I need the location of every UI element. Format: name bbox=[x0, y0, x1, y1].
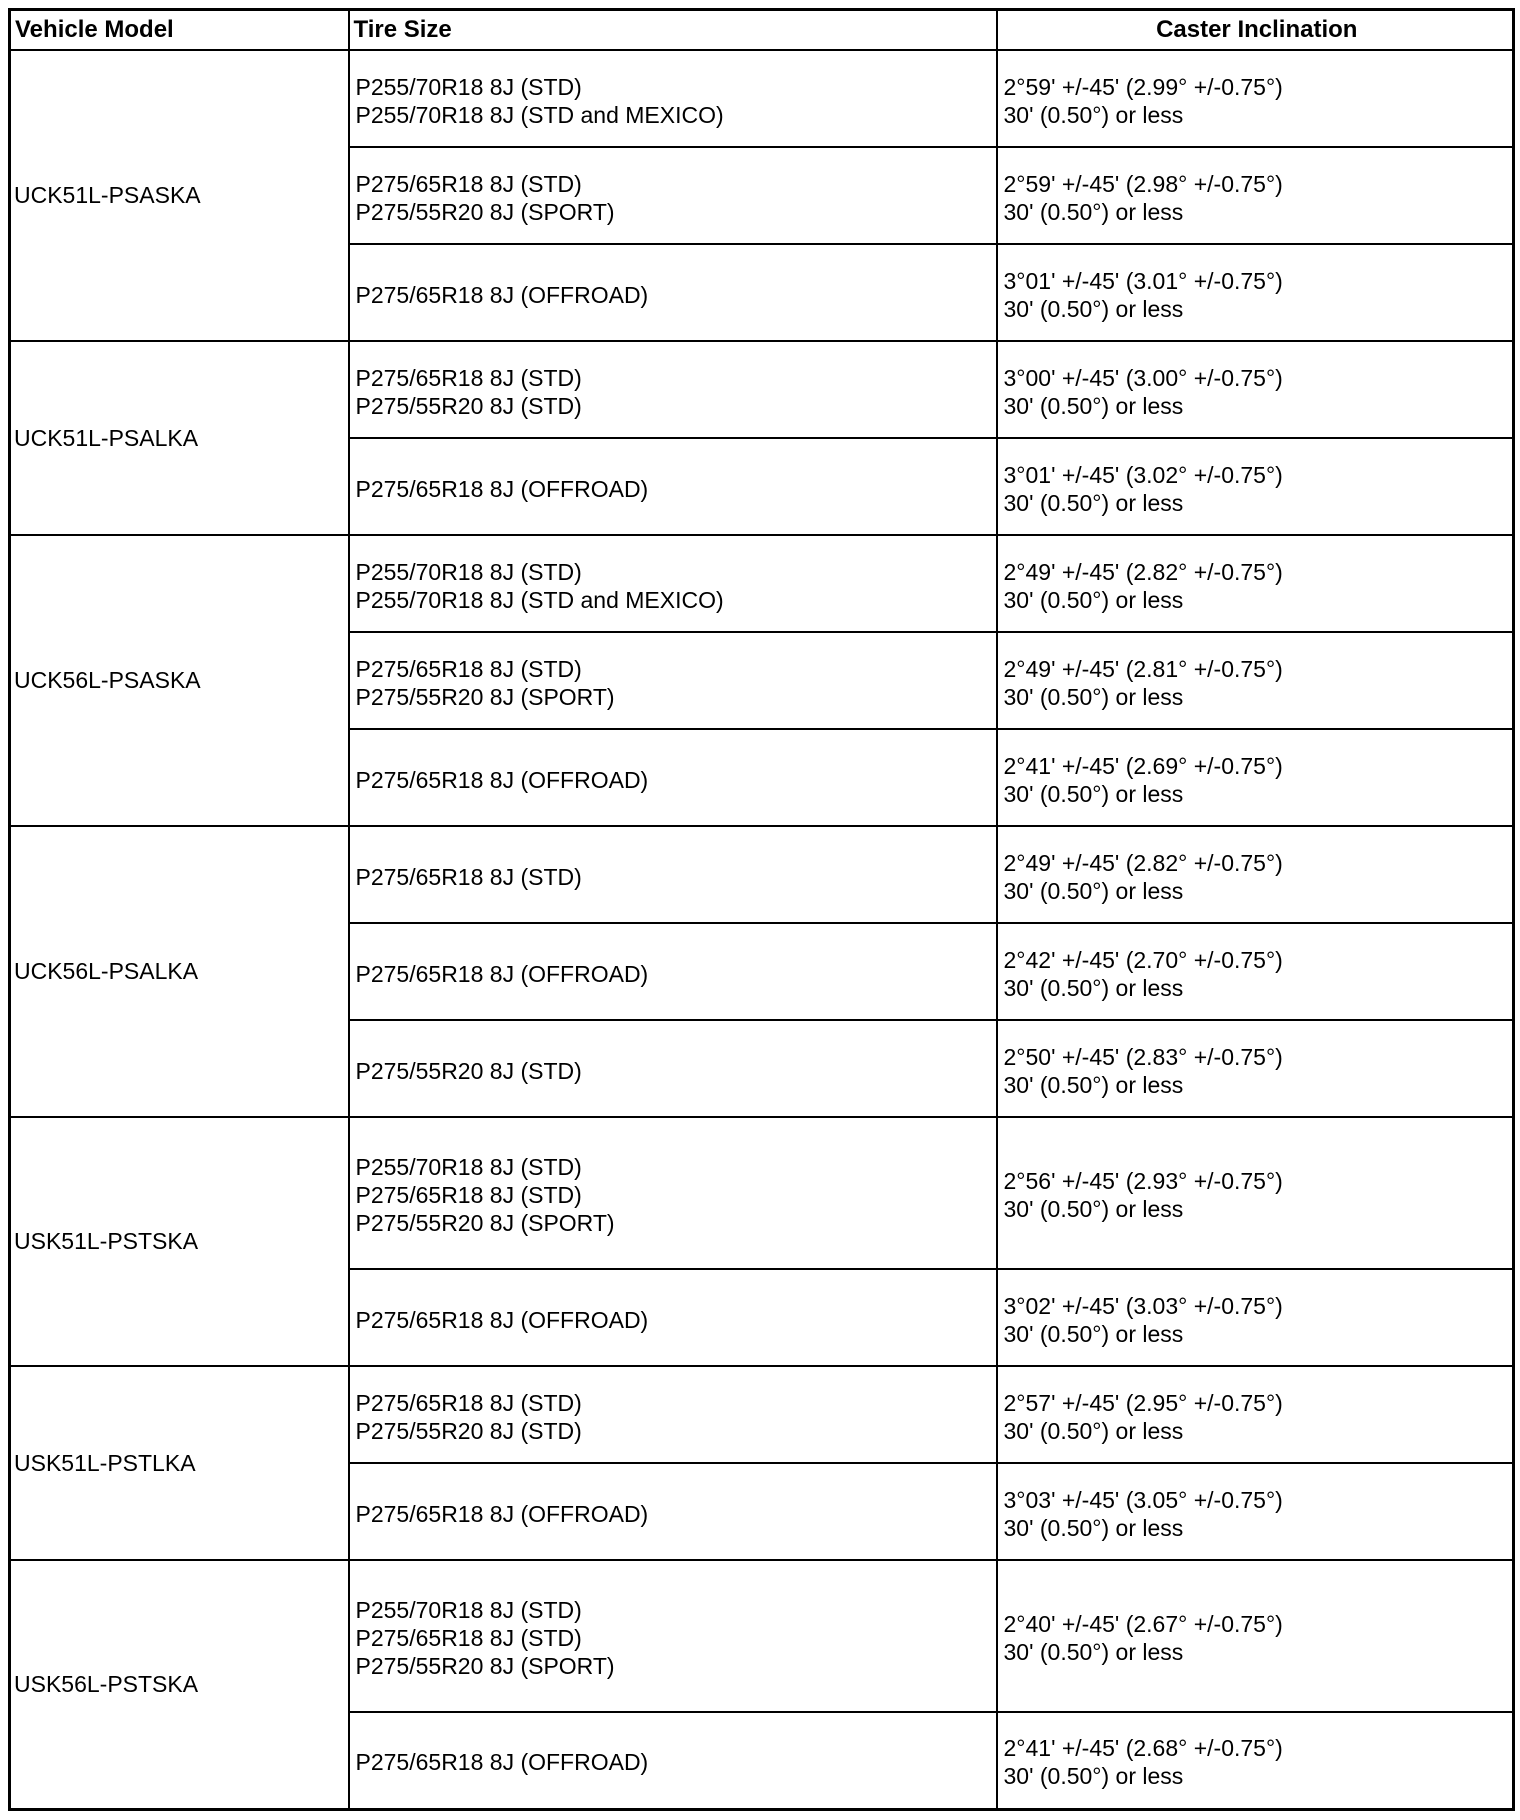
caster-value-line: 3°01' +/-45' (3.02° +/-0.75°) bbox=[1003, 461, 1283, 488]
table-row bbox=[10, 50, 1514, 147]
caster-cell bbox=[997, 438, 1514, 535]
tire-size-line: P275/65R18 8J (STD) bbox=[355, 1182, 582, 1208]
caster-cell bbox=[997, 1020, 1514, 1117]
vehicle-model-cell: UCK56L-PSASKA bbox=[10, 535, 349, 826]
tire-size-line: P275/55R20 8J (STD) bbox=[355, 1057, 582, 1084]
caster-tolerance-line: 30' (0.50°) or less bbox=[1003, 1320, 1184, 1347]
tire-size-line: P275/65R18 8J (OFFROAD) bbox=[355, 960, 649, 987]
caster-value-line: 2°59' +/-45' (2.99° +/-0.75°) bbox=[1003, 73, 1283, 100]
tire-size-line: P275/65R18 8J (STD) bbox=[355, 1389, 582, 1416]
tire-size-cell bbox=[349, 1463, 997, 1560]
caster-value-line: 2°59' +/-45' (2.98° +/-0.75°) bbox=[1003, 170, 1283, 197]
caster-value-line: 2°42' +/-45' (2.70° +/-0.75°) bbox=[1003, 946, 1283, 973]
caster-cell bbox=[997, 50, 1514, 147]
caster-tolerance-line: 30' (0.50°) or less bbox=[1003, 1417, 1184, 1444]
caster-value-line: 3°01' +/-45' (3.01° +/-0.75°) bbox=[1003, 267, 1283, 294]
tire-size-cell bbox=[349, 147, 997, 244]
header-vehicle-model: Vehicle Model bbox=[10, 10, 349, 51]
caster-value-line: 2°40' +/-45' (2.67° +/-0.75°) bbox=[1003, 1611, 1283, 1637]
caster-value-line: 2°41' +/-45' (2.69° +/-0.75°) bbox=[1003, 752, 1283, 779]
tire-size-line: P275/65R18 8J (OFFROAD) bbox=[355, 1306, 649, 1333]
caster-tolerance-line: 30' (0.50°) or less bbox=[1003, 392, 1184, 419]
caster-tolerance-line: 30' (0.50°) or less bbox=[1003, 198, 1184, 225]
caster-cell bbox=[997, 1463, 1514, 1560]
caster-cell bbox=[997, 729, 1514, 826]
tire-size-line: P275/55R20 8J (SPORT) bbox=[355, 198, 615, 225]
caster-value-line: 2°56' +/-45' (2.93° +/-0.75°) bbox=[1003, 1168, 1283, 1194]
caster-tolerance-line: 30' (0.50°) or less bbox=[1003, 1071, 1184, 1098]
caster-tolerance-line: 30' (0.50°) or less bbox=[1003, 1514, 1184, 1541]
table-row bbox=[10, 341, 1514, 438]
caster-spec-table bbox=[8, 8, 1512, 1810]
tire-size-line: P275/65R18 8J (OFFROAD) bbox=[355, 766, 649, 793]
caster-tolerance-line: 30' (0.50°) or less bbox=[1003, 295, 1184, 322]
tire-size-cell bbox=[349, 632, 997, 729]
caster-value-line: 2°49' +/-45' (2.82° +/-0.75°) bbox=[1003, 558, 1283, 585]
tire-size-cell bbox=[349, 923, 997, 1020]
vehicle-model-cell: USK51L-PSTLKA bbox=[10, 1366, 349, 1560]
caster-value-line: 2°49' +/-45' (2.81° +/-0.75°) bbox=[1003, 655, 1283, 682]
table-row bbox=[10, 826, 1514, 923]
tire-size-cell bbox=[349, 341, 997, 438]
header-tire-size: Tire Size bbox=[349, 10, 997, 51]
caster-value-line: 2°49' +/-45' (2.82° +/-0.75°) bbox=[1003, 849, 1283, 876]
caster-value-line: 2°50' +/-45' (2.83° +/-0.75°) bbox=[1003, 1043, 1283, 1070]
header-caster-inclination: Caster Inclination bbox=[997, 10, 1514, 51]
tire-size-line: P255/70R18 8J (STD) bbox=[355, 1154, 582, 1180]
caster-cell bbox=[997, 923, 1514, 1020]
table-row bbox=[10, 535, 1514, 632]
caster-value-line: 3°00' +/-45' (3.00° +/-0.75°) bbox=[1003, 364, 1283, 391]
tire-size-line: P275/55R20 8J (STD) bbox=[355, 1417, 582, 1444]
caster-value-line: 3°02' +/-45' (3.03° +/-0.75°) bbox=[1003, 1292, 1283, 1319]
table-row bbox=[10, 1117, 1514, 1269]
caster-cell bbox=[997, 1117, 1514, 1269]
vehicle-model-cell: USK51L-PSTSKA bbox=[10, 1117, 349, 1366]
caster-cell bbox=[997, 1712, 1514, 1809]
caster-cell bbox=[997, 147, 1514, 244]
tire-size-line: P275/65R18 8J (STD) bbox=[355, 1625, 582, 1651]
caster-cell bbox=[997, 632, 1514, 729]
tire-size-line: P275/55R20 8J (STD) bbox=[355, 392, 582, 419]
table-row bbox=[10, 1560, 1514, 1712]
tire-size-line: P275/65R18 8J (STD) bbox=[355, 863, 582, 890]
tire-size-line: P275/55R20 8J (SPORT) bbox=[355, 683, 615, 710]
caster-tolerance-line: 30' (0.50°) or less bbox=[1003, 974, 1184, 1001]
header-row bbox=[10, 10, 1514, 51]
tire-size-line: P275/65R18 8J (STD) bbox=[355, 364, 582, 391]
tire-size-cell bbox=[349, 244, 997, 341]
caster-cell bbox=[997, 1560, 1514, 1712]
tire-size-cell bbox=[349, 1020, 997, 1117]
caster-tolerance-line: 30' (0.50°) or less bbox=[1003, 101, 1184, 128]
tire-size-line: P275/65R18 8J (OFFROAD) bbox=[355, 281, 649, 308]
tire-size-cell bbox=[349, 1117, 997, 1269]
vehicle-model-cell: UCK56L-PSALKA bbox=[10, 826, 349, 1117]
tire-size-line: P255/70R18 8J (STD and MEXICO) bbox=[355, 101, 724, 128]
tire-size-cell bbox=[349, 1712, 997, 1809]
caster-value-line: 2°57' +/-45' (2.95° +/-0.75°) bbox=[1003, 1389, 1283, 1416]
caster-cell bbox=[997, 826, 1514, 923]
tire-size-cell bbox=[349, 1269, 997, 1366]
caster-tolerance-line: 30' (0.50°) or less bbox=[1003, 1763, 1184, 1790]
tire-size-line: P275/65R18 8J (STD) bbox=[355, 170, 582, 197]
caster-tolerance-line: 30' (0.50°) or less bbox=[1003, 489, 1184, 516]
tire-size-cell bbox=[349, 438, 997, 535]
tire-size-line: P275/65R18 8J (OFFROAD) bbox=[355, 1749, 649, 1776]
caster-tolerance-line: 30' (0.50°) or less bbox=[1003, 683, 1184, 710]
vehicle-model-cell: UCK51L-PSASKA bbox=[10, 50, 349, 341]
tire-size-cell bbox=[349, 1560, 997, 1712]
tire-size-cell bbox=[349, 826, 997, 923]
tire-size-cell bbox=[349, 729, 997, 826]
caster-cell bbox=[997, 1366, 1514, 1463]
caster-cell bbox=[997, 341, 1514, 438]
caster-tolerance-line: 30' (0.50°) or less bbox=[1003, 1639, 1184, 1665]
vehicle-model-cell: USK56L-PSTSKA bbox=[10, 1560, 349, 1809]
tire-size-line: P255/70R18 8J (STD) bbox=[355, 558, 582, 585]
tire-size-line: P275/55R20 8J (SPORT) bbox=[355, 1653, 615, 1679]
caster-value-line: 2°41' +/-45' (2.68° +/-0.75°) bbox=[1003, 1735, 1283, 1762]
tire-size-line: P275/65R18 8J (OFFROAD) bbox=[355, 1500, 649, 1527]
tire-size-line: P275/65R18 8J (STD) bbox=[355, 655, 582, 682]
spec-table-grid bbox=[8, 8, 1515, 1811]
tire-size-line: P275/55R20 8J (SPORT) bbox=[355, 1210, 615, 1236]
table-body bbox=[10, 50, 1514, 1809]
caster-value-line: 3°03' +/-45' (3.05° +/-0.75°) bbox=[1003, 1486, 1283, 1513]
tire-size-cell bbox=[349, 50, 997, 147]
caster-tolerance-line: 30' (0.50°) or less bbox=[1003, 1196, 1184, 1222]
caster-cell bbox=[997, 1269, 1514, 1366]
caster-cell bbox=[997, 535, 1514, 632]
vehicle-model-cell: UCK51L-PSALKA bbox=[10, 341, 349, 535]
caster-tolerance-line: 30' (0.50°) or less bbox=[1003, 780, 1184, 807]
tire-size-line: P255/70R18 8J (STD and MEXICO) bbox=[355, 586, 724, 613]
table-row bbox=[10, 1366, 1514, 1463]
tire-size-line: P255/70R18 8J (STD) bbox=[355, 1597, 582, 1623]
tire-size-line: P275/65R18 8J (OFFROAD) bbox=[355, 475, 649, 502]
caster-cell bbox=[997, 244, 1514, 341]
caster-tolerance-line: 30' (0.50°) or less bbox=[1003, 586, 1184, 613]
caster-tolerance-line: 30' (0.50°) or less bbox=[1003, 877, 1184, 904]
tire-size-cell bbox=[349, 1366, 997, 1463]
tire-size-line: P255/70R18 8J (STD) bbox=[355, 73, 582, 100]
tire-size-cell bbox=[349, 535, 997, 632]
